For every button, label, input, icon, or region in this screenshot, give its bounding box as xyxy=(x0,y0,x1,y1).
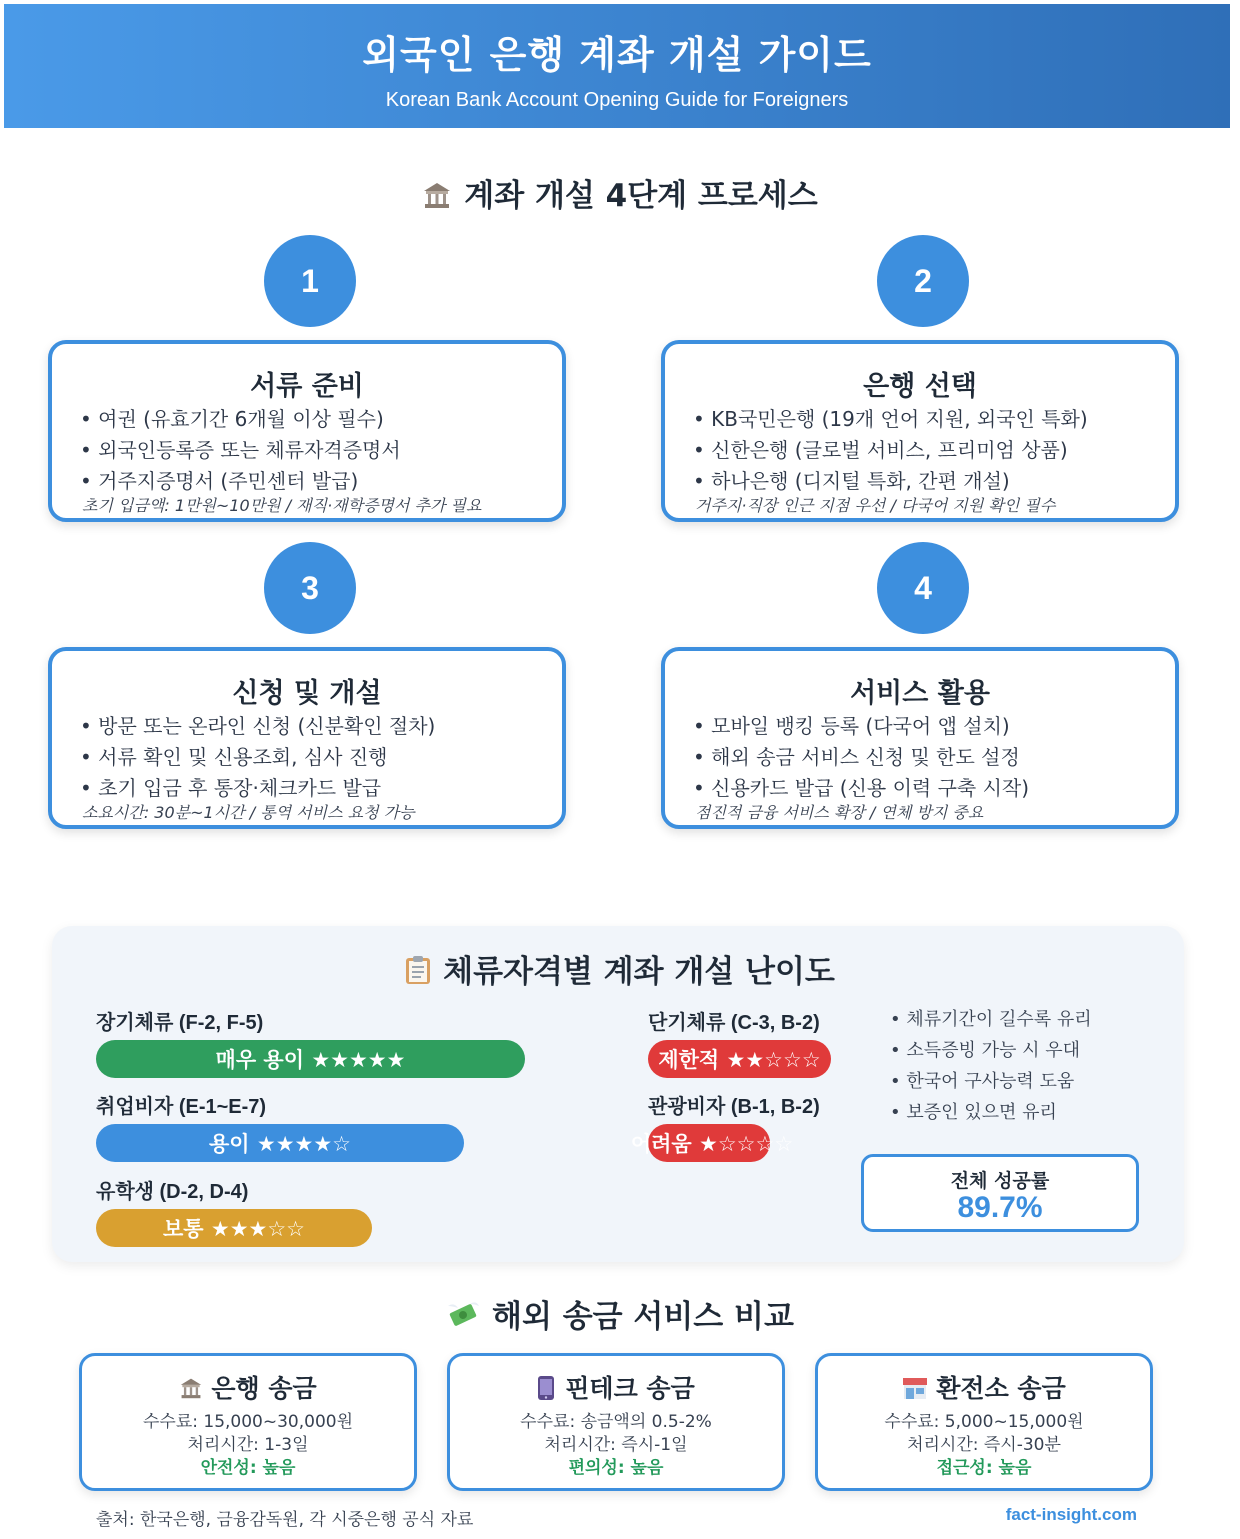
rating-bar-short-term: 제한적 ★★☆☆☆ xyxy=(648,1040,831,1078)
visa-label-work: 취업비자 (E-1~E-7) xyxy=(96,1096,267,1118)
remit-fee: 수수료: 5,000~15,000원 xyxy=(884,1412,1084,1432)
money-wings-icon xyxy=(446,1299,480,1335)
success-rate-value: 89.7% xyxy=(957,1191,1043,1224)
list-item: • 신용카드 발급 (신용 이력 구축 시작) xyxy=(693,776,1030,800)
difficulty-title-text: 체류자격별 계좌 개설 난이도 xyxy=(443,954,835,990)
remit-card-exchange xyxy=(815,1353,1153,1491)
list-item: • 소득증빙 가능 시 우대 xyxy=(890,1040,1080,1061)
visa-label-long-term: 장기체류 (F-2, F-5) xyxy=(96,1012,264,1034)
remit-card-bank xyxy=(79,1353,417,1491)
remit-merit: 안전성: 높음 xyxy=(200,1458,296,1478)
header-banner xyxy=(4,4,1230,128)
list-item: • 모바일 뱅킹 등록 (다국어 앱 설치) xyxy=(693,714,1010,738)
success-rate-box xyxy=(861,1154,1139,1232)
remit-card-title xyxy=(450,1369,782,1405)
list-item: • 여권 (유효기간 6개월 이상 필수) xyxy=(80,407,384,431)
remit-title-text: 해외 송금 서비스 비교 xyxy=(492,1299,794,1335)
step-4-note: 점진적 금융 서비스 확장 / 연체 방지 중요 xyxy=(695,803,984,822)
step-4-title: 서비스 활용 xyxy=(850,678,990,709)
rating-bar-student: 보통 ★★★☆☆ xyxy=(96,1209,372,1247)
remit-fee: 수수료: 15,000~30,000원 xyxy=(142,1412,354,1432)
remit-time: 처리시간: 즉시-30분 xyxy=(907,1435,1061,1455)
list-item: • 체류기간이 길수록 유리 xyxy=(890,1009,1092,1030)
success-rate-label: 전체 성공률 xyxy=(950,1170,1050,1192)
remit-time: 처리시간: 즉시-1일 xyxy=(544,1435,688,1455)
step-1-title: 서류 준비 xyxy=(250,371,364,402)
page-title: 외국인 은행 계좌 개설 가이드 xyxy=(362,33,872,77)
visa-label-tourist: 관광비자 (B-1, B-2) xyxy=(648,1096,820,1118)
step-2-card xyxy=(661,340,1179,522)
step-4-card xyxy=(661,647,1179,829)
tips-list xyxy=(890,1004,1092,1128)
list-item: • 하나은행 (디지털 특화, 간편 개설) xyxy=(693,469,1010,493)
list-item: • 외국인등록증 또는 체류자격증명서 xyxy=(80,438,401,462)
list-item: • 한국어 구사능력 도움 xyxy=(890,1071,1075,1092)
list-item: • 신한은행 (글로벌 서비스, 프리미엄 상품) xyxy=(693,438,1068,462)
remit-card-title-text: 환전소 송금 xyxy=(936,1374,1066,1403)
list-item: • 서류 확인 및 신용조회, 심사 진행 xyxy=(80,745,388,769)
step-2-number: 2 xyxy=(877,235,969,327)
remit-card-title-text: 핀테크 송금 xyxy=(565,1374,695,1403)
step-3-number: 3 xyxy=(264,542,356,634)
visa-label-student: 유학생 (D-2, D-4) xyxy=(96,1181,249,1203)
remit-section-title xyxy=(0,1291,1240,1336)
step-1-card xyxy=(48,340,566,522)
list-item: • 해외 송금 서비스 신청 및 한도 설정 xyxy=(693,745,1020,769)
difficulty-section-title xyxy=(0,946,1240,991)
step-4-number: 4 xyxy=(877,542,969,634)
remit-fee: 수수료: 송금액의 0.5-2% xyxy=(520,1412,712,1432)
rating-bar-long-term: 매우 용이 ★★★★★ xyxy=(96,1040,525,1078)
step-1-note: 초기 입금액: 1만원~10만원 / 재직·재학증명서 추가 필요 xyxy=(82,496,482,515)
mobile-phone-icon xyxy=(537,1374,565,1403)
rating-bar-tourist xyxy=(630,1124,794,1162)
site-link[interactable]: fact-insight.com xyxy=(1005,1505,1137,1524)
list-item: • 거주지증명서 (주민센터 발급) xyxy=(80,469,359,493)
step-2-title: 은행 선택 xyxy=(863,371,977,402)
step-3-card xyxy=(48,647,566,829)
step-3-title: 신청 및 개설 xyxy=(232,678,382,709)
remit-time: 처리시간: 1-3일 xyxy=(187,1435,309,1455)
list-item: • KB국민은행 (19개 언어 지원, 외국인 특화) xyxy=(693,407,1088,431)
bank-icon xyxy=(179,1374,211,1403)
clipboard-icon xyxy=(405,954,431,990)
remit-card-title xyxy=(818,1369,1150,1405)
remit-card-title-text: 은행 송금 xyxy=(211,1374,317,1403)
visa-label-short-term: 단기체류 (C-3, B-2) xyxy=(648,1012,820,1034)
remit-card-title xyxy=(82,1369,414,1405)
step-3-note: 소요시간: 30분~1시간 / 통역 서비스 요청 가능 xyxy=(82,803,415,822)
process-section-title xyxy=(0,170,1240,215)
bank-icon xyxy=(422,178,452,214)
store-icon xyxy=(902,1374,936,1403)
list-item: • 방문 또는 온라인 신청 (신분확인 절차) xyxy=(80,714,436,738)
source-note: 출처: 한국은행, 금융감독원, 각 시중은행 공식 자료 xyxy=(96,1510,474,1530)
remit-merit: 편의성: 높음 xyxy=(568,1458,664,1478)
page-subtitle: Korean Bank Account Opening Guide for Foreigners xyxy=(385,89,849,111)
remit-merit: 접근성: 높음 xyxy=(936,1458,1032,1478)
step-2-note: 거주지·직장 인근 지점 우선 / 다국어 지원 확인 필수 xyxy=(695,496,1056,515)
list-item: • 초기 입금 후 통장·체크카드 발급 xyxy=(80,776,382,800)
rating-bar-work: 용이 ★★★★☆ xyxy=(96,1124,464,1162)
list-item: • 보증인 있으면 유리 xyxy=(890,1102,1057,1123)
rating-bar-tourist-text: 어려움 ★☆☆☆☆ xyxy=(630,1132,794,1156)
process-title-text: 계좌 개설 4단계 프로세스 xyxy=(464,178,818,214)
remit-card-fintech xyxy=(447,1353,785,1491)
step-1-number: 1 xyxy=(264,235,356,327)
